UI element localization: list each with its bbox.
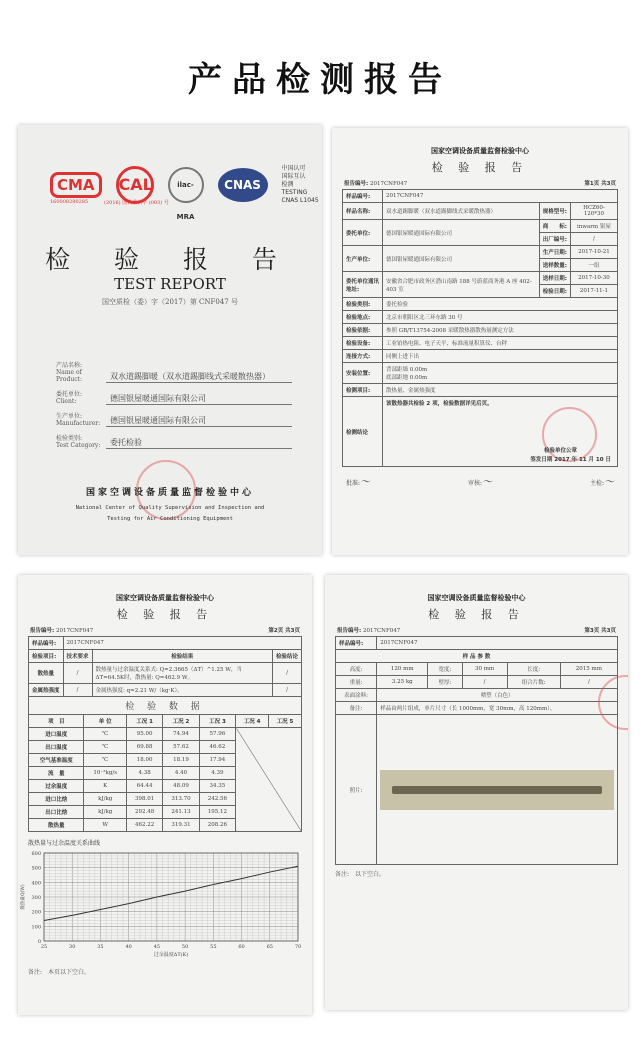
value: 同侧上进下出 [383, 350, 618, 363]
cell: 18.19 [163, 754, 199, 767]
cell: 4.38 [126, 767, 162, 780]
result: 金属热强度: q=2.21 W/（kg·K）。 [92, 684, 272, 697]
cell: 95.00 [126, 728, 162, 741]
report-heading: 检 验 报 告 [116, 608, 214, 621]
value: 样品由两片组成，单片尺寸（长 1000mm，宽 30mm，高 120mm）。 [377, 702, 618, 715]
x-tick-label: 30 [69, 944, 76, 950]
col-header: 检验结论 [272, 650, 301, 663]
chart-title: 散热量与过余温度关系曲线 [28, 840, 101, 847]
col-header: 技术要求 [63, 650, 92, 663]
col-header: 检验结果 [92, 650, 272, 663]
cell: kJ/kg [84, 806, 126, 819]
label: 长度: [507, 663, 560, 676]
cnas-text [282, 165, 319, 205]
label: 出厂编号: [539, 233, 570, 246]
x-tick-label: 45 [153, 944, 161, 950]
cell: 242.56 [199, 793, 235, 806]
approve-label: 批准: [346, 480, 361, 487]
value: 工业铂热电阻、电子天平、标准流量积算仪、台秤 [383, 337, 618, 350]
value: 2015 mm [560, 663, 617, 676]
x-tick-label: 60 [238, 944, 245, 950]
cell: 313.70 [163, 793, 199, 806]
value: 120 mm [377, 663, 428, 676]
y-axis-label: 散热量Q(W) [21, 884, 26, 910]
value: 散热量、金属热强度 [383, 384, 618, 397]
x-tick-label: 50 [181, 944, 189, 950]
label: 检验类别: [343, 298, 383, 311]
value: / [570, 233, 617, 246]
label: 产品名称: [56, 362, 83, 369]
cell: 46.62 [199, 741, 235, 754]
label: 检测项目: [343, 384, 383, 397]
label: 送样数量: [539, 259, 570, 272]
conclusion [383, 397, 618, 467]
cell: 4.40 [163, 767, 199, 780]
label: 照片: [336, 715, 377, 865]
label: 委托单位通讯地址: [343, 272, 383, 298]
cell: W [84, 819, 126, 832]
radiator-image [392, 786, 602, 794]
cell: 4.39 [199, 767, 235, 780]
x-tick-label: 70 [294, 944, 302, 950]
value: 2017CNF047 [383, 190, 618, 203]
review-label: 审核: [467, 480, 483, 487]
y-tick-label: 300 [31, 895, 41, 901]
label-en: Client: [56, 398, 77, 405]
row-label: 进口温度 [29, 728, 84, 741]
cover-report-number: 国空质检（委）字（2017）第 CNF047 号 [102, 298, 238, 306]
cell: ℃ [84, 754, 126, 767]
label: 检验设备: [343, 337, 383, 350]
req: / [63, 663, 92, 684]
data-table [28, 696, 302, 832]
cnas-line: 中国认可 [281, 165, 306, 172]
cal-number: (2016) 国认监认字 (003) 号 [104, 200, 169, 206]
label: 壁厚: [428, 676, 462, 689]
label: 表面涂料: [336, 689, 377, 702]
value: 2017-11-1 [570, 285, 617, 298]
cma-number: 160008280285 [50, 199, 89, 205]
col-header: 项 目 [29, 715, 84, 728]
y-tick-label: 600 [31, 851, 41, 857]
report-meta [325, 622, 628, 636]
value: 双水道踢脚暖（双水道踢脚线式采暖散热器） [106, 371, 292, 383]
concl: / [272, 684, 301, 697]
cell: 69.88 [126, 741, 162, 754]
cell: 74.94 [163, 728, 199, 741]
label: 委托单位: [343, 220, 383, 246]
row-label: 出口温度 [29, 741, 84, 754]
value: 安徽省合肥市政务区潜山南路 188 号蔚蓝商务港 A 座 402-403 室 [383, 272, 540, 298]
label: 生产单位: [56, 413, 83, 420]
value [383, 363, 618, 384]
label: 生产日期: [539, 246, 570, 259]
radiator-photo [380, 770, 614, 810]
report-number: 2017CNF047 [55, 628, 94, 634]
field-client [56, 383, 292, 405]
label: 商 标: [539, 220, 570, 233]
report-meta [18, 622, 312, 636]
label: 高度: [336, 663, 377, 676]
label: 检验依据: [343, 324, 383, 337]
label: 报告编号: [30, 628, 55, 634]
x-tick-label: 65 [266, 944, 273, 950]
label: 生产单位: [343, 246, 383, 272]
value: 喷塑（白色） [377, 689, 618, 702]
cell: 34.35 [199, 780, 235, 793]
label: 样品名称: [343, 203, 383, 220]
page-title: 产品检测报告 [188, 60, 452, 100]
label: 宽度: [428, 663, 462, 676]
label: 报告编号: [344, 181, 369, 187]
page-note: 备注: 以下空白。 [335, 871, 386, 878]
cover-org-en: Testing for Air Conditioning Equipment [107, 516, 233, 522]
cnas-line: 国际互认 [281, 173, 306, 180]
heat-output-chart [18, 849, 312, 959]
cal-logo: CAL [116, 166, 154, 204]
value: 2017-10-21 [570, 246, 617, 259]
y-tick-label: 0 [37, 939, 41, 945]
cnas-line: 检测 [281, 181, 294, 188]
page-number: 第1页 共3页 [584, 181, 616, 187]
x-tick-label: 25 [40, 944, 48, 950]
label: 检测结论 [343, 397, 383, 467]
x-tick-label: 55 [210, 944, 217, 950]
label: 送样日期: [539, 272, 570, 285]
label: 委托单位: [56, 391, 83, 398]
value: 一组 [570, 259, 617, 272]
row-label: 流 量 [29, 767, 84, 780]
report-heading: 检 验 报 告 [428, 608, 525, 621]
cell: 17.94 [199, 754, 235, 767]
y-tick-label: 100 [31, 924, 41, 931]
x-axis-label: 过余温度ΔT(K) [153, 952, 189, 958]
label: 备注: [336, 702, 377, 715]
org-name: 国家空调设备质量监督检验中心 [116, 594, 214, 602]
value: / [462, 676, 507, 689]
value: 2017CNF047 [63, 637, 301, 650]
row-label: 过余温度 [29, 780, 84, 793]
install-bottom: 底部距地 0.00m [386, 375, 428, 381]
req: / [63, 684, 92, 697]
data-row [29, 728, 302, 741]
label: 样品编号: [343, 190, 383, 203]
label: 检验类别: [56, 435, 83, 442]
label: 检验日期: [539, 285, 570, 298]
label-en: Name of Product: [56, 369, 83, 383]
field-product [56, 361, 292, 383]
value: 2017-10-30 [570, 272, 617, 285]
label: 组合片数: [507, 676, 560, 689]
value: / [560, 676, 617, 689]
cover-org: 国家空调设备质量监督检验中心 [85, 488, 254, 498]
report-cover-page [18, 125, 322, 555]
conclusion-text: 该散热器共检验 2 项，检验数据详见后页。 [386, 401, 493, 407]
inspector-signature: ～ [604, 477, 614, 488]
field-category [56, 427, 292, 449]
photo-cell [377, 715, 618, 865]
col-header: 单 位 [84, 715, 126, 728]
report-page-3 [325, 575, 628, 1010]
label: 样品编号: [29, 637, 64, 650]
review-signature: ～ [482, 477, 493, 488]
cell: ℃ [84, 728, 126, 741]
report-number: 2017CNF047 [362, 628, 401, 634]
empty-cell [236, 728, 302, 832]
label: 重量: [336, 676, 377, 689]
series-line [44, 866, 298, 920]
cnas-logo: CNAS [218, 168, 268, 202]
cell: ℃ [84, 741, 126, 754]
value: inwarm 银屋 [570, 220, 617, 233]
y-tick-label: 500 [31, 865, 41, 872]
row-label: 进口比焓 [29, 793, 84, 806]
cell: K [84, 780, 126, 793]
value: HCZ60-120*30 [570, 203, 617, 220]
cell: 57.62 [163, 741, 199, 754]
value: 30 mm [462, 663, 507, 676]
certification-logos [50, 165, 319, 221]
report-number: 2017CNF047 [369, 181, 408, 187]
value: 德国银屋暖通国际有限公司 [106, 415, 292, 427]
row-label: 出口比焓 [29, 806, 84, 819]
page-note: 备注: 本页以下空白。 [28, 969, 91, 976]
row-label: 空气基准温度 [29, 754, 84, 767]
item: 金属热强度 [29, 684, 64, 697]
result: 散热量与过余温度关系式: Q=2.3665（ΔT）^1.25 W，当ΔT=64.5K时，散热量: Q=462.9 W。 [92, 663, 272, 684]
label: 样品编号: [336, 637, 377, 650]
params-table [335, 636, 618, 865]
approve-signature: ～ [360, 477, 371, 488]
signatures [332, 467, 628, 494]
label-en: Manufacturer: [56, 420, 101, 427]
cell: 208.26 [199, 819, 235, 832]
install-back: 背部距墙 0.00m [386, 367, 428, 373]
cma-logo: CMA [50, 172, 102, 198]
cover-heading: 检 验 报 告 [45, 245, 295, 274]
cell: 48.09 [163, 780, 199, 793]
cell: 57.96 [199, 728, 235, 741]
issue-date: 签发日期 2017 年 11 月 10 日 [530, 457, 611, 463]
cnas-line: TESTING [281, 189, 308, 196]
x-tick-label: 40 [125, 944, 132, 950]
report-meta [332, 175, 628, 189]
value: 北京市朝阳区北三环东路 30 号 [383, 311, 618, 324]
page-number: 第2页 共3页 [268, 628, 300, 634]
report-page-2 [18, 575, 312, 1015]
field-manufacturer [56, 405, 292, 427]
result-row [29, 684, 302, 697]
cell: kJ/kg [84, 793, 126, 806]
value: 3.25 kg [377, 676, 428, 689]
cell: 64.44 [126, 780, 162, 793]
seal-label: 检验单位公章 [543, 448, 577, 454]
col-header: 工况 1 [126, 715, 162, 728]
cover-heading-en: TEST REPORT [114, 275, 226, 293]
cell: 10⁻²kg/s [84, 767, 126, 780]
y-tick-label: 200 [31, 909, 41, 916]
col-header: 工况 5 [269, 715, 302, 728]
concl: / [272, 663, 301, 684]
label-en: Test Category: [56, 442, 101, 449]
params-title: 样 品 参 数 [336, 650, 618, 663]
org-name: 国家空调设备质量监督检验中心 [431, 147, 529, 155]
x-tick-label: 35 [97, 944, 104, 950]
cnas-line: CNAS L1045 [281, 197, 319, 204]
ilac-mra-logo: ilac-MRA [168, 167, 204, 203]
org-name: 国家空调设备质量监督检验中心 [427, 594, 526, 602]
col-header: 工况 3 [199, 715, 235, 728]
result-row [29, 663, 302, 684]
page-number: 第3页 共3页 [584, 628, 616, 634]
label: 报告编号: [337, 628, 362, 634]
cover-fields [56, 361, 292, 449]
cell: 462.22 [126, 819, 162, 832]
label: 安装位置: [343, 363, 383, 384]
value: 参照 GB/T13754-2008 采暖散热器散热量测定方法 [383, 324, 618, 337]
label: 规格型号: [539, 203, 570, 220]
data-title: 检 验 数 据 [29, 697, 302, 715]
cell: 18.00 [126, 754, 162, 767]
value: 德国银屋暖通国际有限公司 [383, 246, 540, 272]
value: 委托检验 [383, 298, 618, 311]
label: 检验地点: [343, 311, 383, 324]
value: 德国银屋暖通国际有限公司 [106, 393, 292, 405]
report-page-1 [332, 128, 628, 555]
cell: 292.48 [126, 806, 162, 819]
label: 连接方式: [343, 350, 383, 363]
cover-org-en: National Center of Quality Supervision and Inspection and [75, 505, 265, 511]
cell: 241.13 [163, 806, 199, 819]
value: 德国银屋暖通国际有限公司 [383, 220, 540, 246]
value: 双水道踢脚暖（双水道踢脚线式采暖散热器） [383, 203, 540, 220]
report-heading: 检 验 报 告 [431, 161, 529, 174]
y-tick-label: 400 [31, 880, 41, 887]
item: 散热量 [29, 663, 64, 684]
cell: 195.12 [199, 806, 235, 819]
row-label: 散热量 [29, 819, 84, 832]
results-table [28, 636, 302, 697]
inspector-label: 主检: [589, 480, 604, 487]
cell: 398.01 [126, 793, 162, 806]
col-header: 检验项目: [29, 650, 64, 663]
info-table [342, 189, 618, 467]
col-header: 工况 4 [236, 715, 269, 728]
cell: 319.31 [163, 819, 199, 832]
col-header: 工况 2 [163, 715, 199, 728]
value: 2017CNF047 [377, 637, 618, 650]
value: 委托检验 [106, 437, 292, 449]
